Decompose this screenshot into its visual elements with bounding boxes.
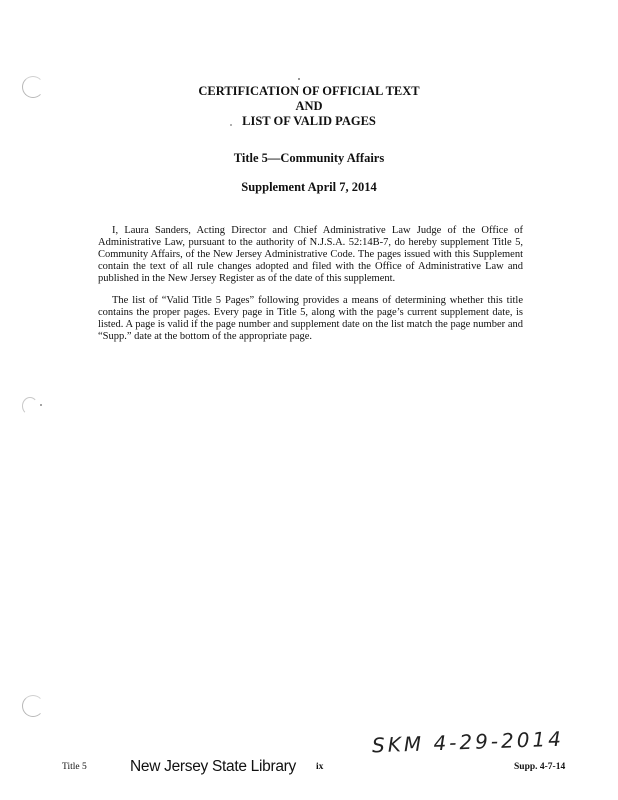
body-text <box>98 225 523 353</box>
punch-hole-mark <box>22 695 44 717</box>
footer-supplement: Supp. 4-7-14 <box>514 762 566 772</box>
punch-hole-mark <box>22 397 38 415</box>
library-stamp: New Jersey State Library <box>130 758 296 775</box>
handwritten-annotation: SKM 4-29-2014 <box>371 726 565 758</box>
certification-heading <box>0 84 618 129</box>
heading-line-1: CERTIFICATION OF OFFICIAL TEXT <box>198 84 420 98</box>
page-number: ix <box>316 762 324 772</box>
paragraph-valid-pages: The list of “Valid Title 5 Pages” following provides a means of determining whether this title contains the proper pages. Every page in Title 5, along with the page’s current supplement date, is listed. A page is valid if the page number and supplement date on the list match the page number and “Supp.” date at the bottom of the appropriate page. <box>98 295 523 342</box>
scan-speck <box>298 78 300 80</box>
supplement-date: Supplement April 7, 2014 <box>241 180 377 194</box>
heading-line-3: LIST OF VALID PAGES <box>242 114 376 128</box>
footer-title: Title 5 <box>62 762 87 772</box>
heading-line-2: AND <box>295 99 323 113</box>
scan-speck <box>40 404 42 406</box>
paragraph-certification: I, Laura Sanders, Acting Director and Chief Administrative Law Judge of the Office of Administrative Law, pursuant to the authority of N.J.S.A. 52:14B-7, do hereby supplement Title 5, Community Affairs, of the New Jersey Administrative Code. The pages issued with this Supplement contain the text of all rule changes adopted and filed with the Office of Administrative Law and published in the New Jersey Register as of the date of this supplement. <box>98 225 523 284</box>
title-name: Title 5—Community Affairs <box>233 151 385 165</box>
